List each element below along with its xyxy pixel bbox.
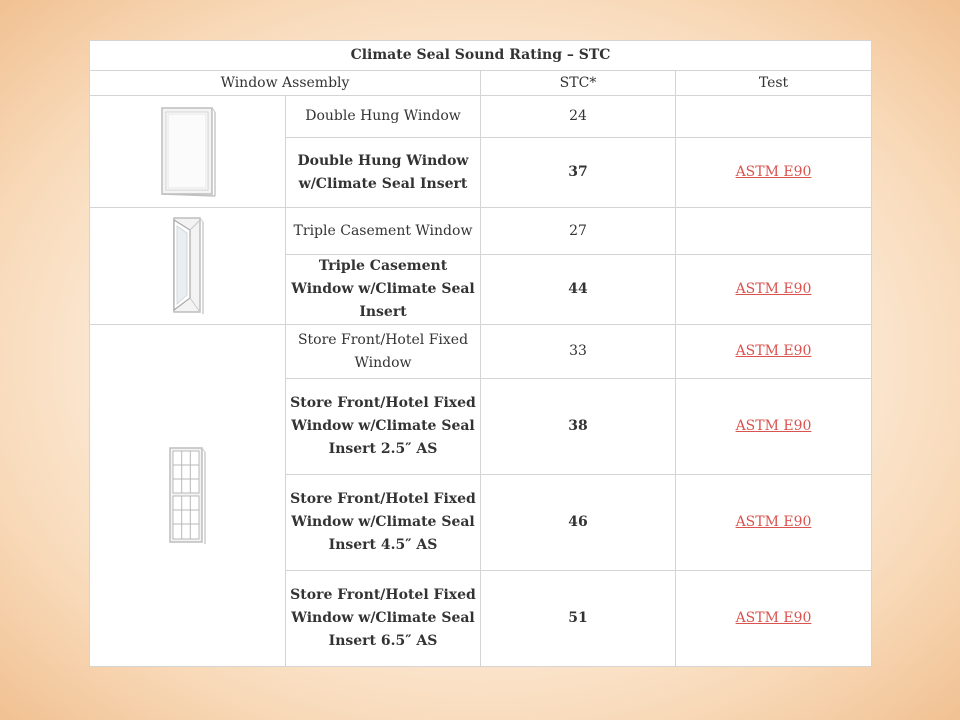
row-test — [676, 379, 872, 475]
casement-image-cell — [90, 208, 286, 325]
astm-e90-link[interactable]: ASTM E90 — [735, 610, 812, 626]
row-label: Store Front/Hotel Fixed Window w/Climate Seal Insert 6.5″ AS — [286, 571, 481, 667]
storefront-image-cell — [90, 325, 286, 667]
header-stc: STC* — [481, 71, 676, 96]
header-test: Test — [676, 71, 872, 96]
row-test — [676, 208, 872, 255]
row-label: Store Front/Hotel Fixed Window — [286, 325, 481, 379]
row-test — [676, 96, 872, 138]
double-hung-window-icon — [158, 106, 218, 198]
row-stc-value: 51 — [481, 571, 676, 667]
row-label: Store Front/Hotel Fixed Window w/Climate Seal Insert 2.5″ AS — [286, 379, 481, 475]
row-label: Double Hung Window — [286, 96, 481, 138]
row-stc-value: 37 — [481, 138, 676, 208]
row-stc-value: 24 — [481, 96, 676, 138]
row-label: Store Front/Hotel Fixed Window w/Climate Seal Insert 4.5″ AS — [286, 475, 481, 571]
row-label: Triple Casement Window w/Climate Seal Insert — [286, 255, 481, 325]
astm-e90-link[interactable]: ASTM E90 — [735, 514, 812, 530]
storefront-window-icon — [164, 446, 212, 546]
row-stc-value: 46 — [481, 475, 676, 571]
table-row — [90, 96, 872, 138]
table-row — [90, 325, 872, 379]
astm-e90-link[interactable]: ASTM E90 — [735, 343, 812, 359]
row-stc-value: 38 — [481, 379, 676, 475]
table-row — [90, 208, 872, 255]
row-stc-value: 44 — [481, 255, 676, 325]
casement-window-icon — [166, 216, 210, 316]
row-stc-value: 27 — [481, 208, 676, 255]
row-test — [676, 255, 872, 325]
astm-e90-link[interactable]: ASTM E90 — [735, 164, 812, 180]
astm-e90-link[interactable]: ASTM E90 — [735, 418, 812, 434]
header-window-assembly: Window Assembly — [90, 71, 481, 96]
stc-rating-table — [89, 40, 872, 667]
table-title: Climate Seal Sound Rating – STC — [90, 41, 872, 71]
astm-e90-link[interactable]: ASTM E90 — [735, 281, 812, 297]
row-label: Double Hung Window w/Climate Seal Insert — [286, 138, 481, 208]
double-hung-image-cell — [90, 96, 286, 208]
row-test — [676, 475, 872, 571]
stc-slide — [89, 40, 871, 667]
row-test — [676, 325, 872, 379]
row-label: Triple Casement Window — [286, 208, 481, 255]
row-test — [676, 571, 872, 667]
row-test — [676, 138, 872, 208]
row-stc-value: 33 — [481, 325, 676, 379]
